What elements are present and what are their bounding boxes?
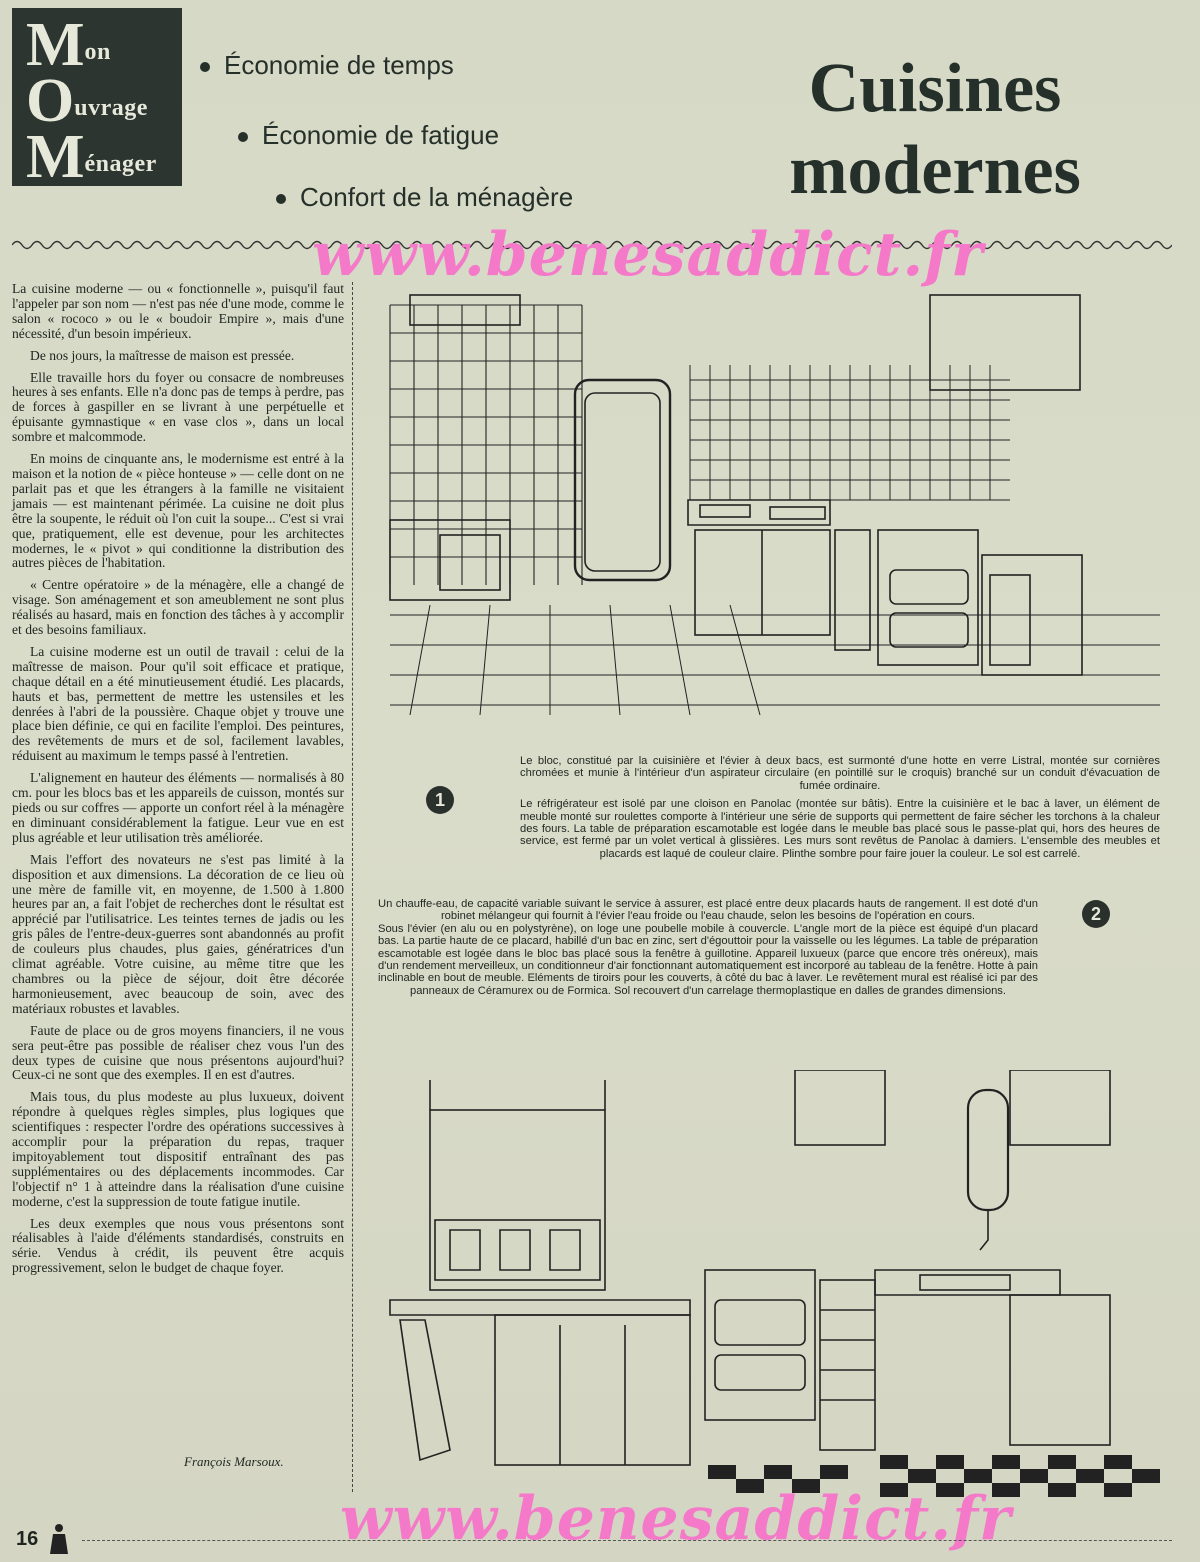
article-paragraph: En moins de cinquante ans, le modernisme est entré à la maison et la notion de « pièce honteuse » — celle dont on ne parlait pas et que les étrangers à la famille ne visitaient jamais — est maintenant périmée. La cuisine ne doit plus être la soupente, le réduit où l'on cuit la soupe... C'est si vrai que, pratiquement, elle est devenue, pour les architectes modernes, le « pivot » qui conditionne la distribution des autres pièces de l'habitation.: [12, 451, 344, 571]
sink-counter: [875, 1270, 1060, 1295]
water-heater: [968, 1090, 1008, 1210]
article-column: [12, 282, 344, 1283]
page-headline: [700, 48, 1170, 212]
article-paragraph: Mais l'effort des novateurs ne s'est pas limité à la disposition et aux dimensions. La décoration de ce lieu où une mère de famille vit, en moyenne, de 1.500 à 1.800 heures par an, a fait l'objet de recherches dont le résultat est apprécié par l'utilisatrice. Les teintes ternes de jadis ou les gris pâles de l'entre-deux-guerres sont abandonnés au profit de couleurs plus chaudes, plus gaies, génératrices d'un climat agréable. Votre cuisine, au même titre que les chambres ou la pièce de séjour, doit être décorée harmonieusement, avec beaucoup de soin, avec des matériaux robustes et lavables.: [12, 851, 344, 1016]
article-paragraph: Mais tous, du plus modeste au plus luxueux, doivent répondre à quelques règles simples, plus logiques que scientifiques : respecter l'ordre des opérations successives à accomplir pour la préparation du repas, traquer impitoyablement tout dispositif entraînant des pas supplémentaires ou des déplacements incommodes. Car l'objectif n° 1 à atteindre dans la réalisation d'une cuisine moderne, c'est la suppression de toute fatigue inutile.: [12, 1089, 344, 1209]
floor-tiles: [390, 615, 1160, 705]
article-paragraph: Les deux exemples que nous vous présentons sont réalisables à l'aide d'éléments standardisés, construits en série. Vendus à crédit, ils peuvent être acquis progressivement, selon le budget de chaque foyer.: [12, 1215, 344, 1276]
figure-1-caption-paragraph: Le réfrigérateur est isolé par une cloison en Panolac (montée sur bâtis). Entre la cuisinière et le bac à laver, un élément de meuble monté sur roulettes comporte à l'intérieur une série de supports qui permettent de faire sécher les torchons à la chaleur des fours. La table de préparation escamotable est logée dans le meuble bas placé sous le passe-plat qui, hors des heures de service, est fermé par un volet vertical à glissières. Les murs sont revêtus de Panolac à damiers. L'ensemble des meubles et placards est laqué de couleur claire. Plinthe sombre pour faire jouer la couleur. Le sol est carrelé.: [520, 798, 1160, 860]
article-paragraph: « Centre opératoire » de la ménagère, elle a changé de visage. Son aménagement et son ameublement ne sont plus réalisés au hasard, mais en fonction des tâches à y accomplir et des besoins familiaux.: [12, 577, 344, 638]
base-cabinet-right: [1010, 1295, 1110, 1445]
bread-bin: [400, 1320, 450, 1460]
article-paragraph: Faute de place ou de gros moyens financiers, il ne vous sera peut-être pas possible de réaliser chez vous l'un des deux types de cuisine que nous présentons aujourd'hui? Ceux-ci ne sont que des exemples. Il en est d'autres.: [12, 1022, 344, 1083]
base-cabinet-left: [495, 1315, 690, 1465]
article-paragraph: La cuisine moderne est un outil de travail : celui de la maîtresse de maison. Pour qu'il soit efficace et pratique, chaque détail en a été minutieusement étudié. Les placards, hauts et bas, permettent de mettre les ustensiles et les denrées à l'abri de la poussière. Chaque objet y trouve une place bien définie, ce qui en facilite l'emploi. Des peintures, des revêtements de murs et de sol, facilement lavables, réduisent au maximum le temps passé à l'entretien.: [12, 643, 344, 764]
figure-2-caption: [378, 898, 1038, 997]
headline-line-1: Cuisines: [808, 50, 1062, 127]
headline-line-2: modernes: [789, 132, 1081, 209]
bullet-text: Économie de temps: [224, 50, 454, 80]
page-number: 16: [16, 1528, 39, 1550]
bullet-dot-icon: [276, 194, 286, 204]
masthead-initial-m: M: [26, 11, 85, 79]
drawer-unit: [820, 1280, 875, 1450]
footer-rule: [82, 1540, 1172, 1541]
article-paragraph: La cuisine moderne — ou « fonctionnelle », puisqu'il faut l'appeler par son nom — n'est pas née d'une mode, comme le salon « rococo » ou le « boudoir Empire », mais d'une nécessité, d'un besoin impérieux.: [12, 281, 344, 341]
guillotine-window: [430, 1110, 605, 1290]
masthead-word-enager: énager: [84, 151, 157, 177]
article-paragraph: Elle travaille hors du foyer ou consacre de nombreuses heures à ses enfants. Elle n'a donc pas de temps à perdre, pas de forces à gaspiller en se livrant à une perpétuelle et épuisante gymnastique « en vase clos », dans un local sombre et malcommode.: [12, 369, 344, 445]
refrigerator: [575, 380, 670, 580]
masthead-logo: [12, 8, 182, 191]
figure-1-caption: [520, 755, 1160, 866]
tiled-wall-left: [390, 305, 582, 585]
figure-1-caption-paragraph: Le bloc, constitué par la cuisinière et l'évier à deux bacs, est surmonté d'une hotte en verre Listral, montée sur cornières chromées et munie à l'intérieur d'un aspirateur circulaire (en pointillé sur le croquis) branché sur un conduit d'évacuation de fumée ordinaire.: [520, 755, 1160, 792]
article-author: François Marsoux.: [184, 1454, 284, 1469]
figure-2-caption-paragraph: Un chauffe-eau, de capacité variable suivant le service à assurer, est placé entre deux placards hauts de rangement. Il est doté d'un robinet mélangeur qui fournit à l'évier l'eau froide ou l'eau chaude, selon les besoins de l'opération en cours.: [378, 898, 1038, 923]
hood-cabinet: [930, 295, 1080, 390]
tiled-wall-back: [690, 365, 1010, 500]
masthead-word-uvrage: uvrage: [74, 95, 148, 121]
article-paragraph: L'alignement en hauteur des éléments — normalisés à 80 cm. pour les blocs bas et les appareils de cuisson, montés sur pieds ou sur coffres — apporte un confort réel à la ménagère en diminuant considérablement la fatigue. Leur vue en est plus agréable et leur utilisation très améliorée.: [12, 770, 344, 845]
masthead-initial-m2: M: [26, 123, 85, 191]
upper-cabinet-2: [1010, 1070, 1110, 1145]
upper-cabinet-left: [410, 295, 520, 325]
figure-2-number: 2: [1082, 900, 1110, 928]
figure-2-caption-paragraph: Sous l'évier (en alu ou en polystyrène), on loge une poubelle mobile à couvercle. L'angle mort de la pièce est équipé d'un placard bas. La partie haute de ce placard, habillé d'un bac en zinc, sert d'égouttoir pour la vaisselle ou les légumes. La table de préparation escamotable est logée dans le bloc bas placé sous la fenêtre à guillotine. Appareil luxueux (parce que encore très onéreux), mais d'un rendement merveilleux, un conditionneur d'air fonctionnant automatiquement est incorporé au tableau de la fenêtre. Hotte à pain inclinable en bout de meuble. Eléments de tiroirs pour les couverts, à côté du bac à laver. Le revêtement mural est réalisé ici par des panneaux de Céramurex ou de Formica. Sol recouvert d'un carrelage thermoplastique en dalles de grandes dimensions.: [378, 922, 1038, 997]
watermark-bottom: www.benesaddict.fr: [340, 1484, 1012, 1554]
figure-1-number: 1: [426, 786, 454, 814]
bullet-item: [276, 182, 573, 213]
side-cabinet: [835, 530, 870, 650]
bullet-dot-icon: [238, 132, 248, 142]
article-paragraph: De nos jours, la maîtresse de maison est pressée.: [30, 347, 295, 363]
kitchen-illustration-2: [380, 1070, 1172, 1500]
sink-counter: [688, 500, 830, 525]
air-conditioner: [435, 1220, 600, 1280]
kitchen-illustration-1: [370, 285, 1170, 725]
housewife-figure-icon: [44, 1522, 74, 1556]
masthead-initial-o: O: [26, 67, 75, 135]
left-counter: [390, 520, 510, 600]
watermark-top: www.benesaddict.fr: [312, 220, 984, 290]
bullet-item: [200, 50, 454, 81]
bullet-item: [238, 120, 499, 151]
bullet-dot-icon: [200, 62, 210, 72]
masthead-word-on: on: [84, 39, 111, 65]
bullet-text: Économie de fatigue: [262, 120, 500, 150]
bullet-text: Confort de la ménagère: [300, 182, 574, 212]
left-counter: [390, 1300, 690, 1315]
column-divider: [352, 282, 353, 1492]
upper-cabinet-1: [795, 1070, 885, 1145]
